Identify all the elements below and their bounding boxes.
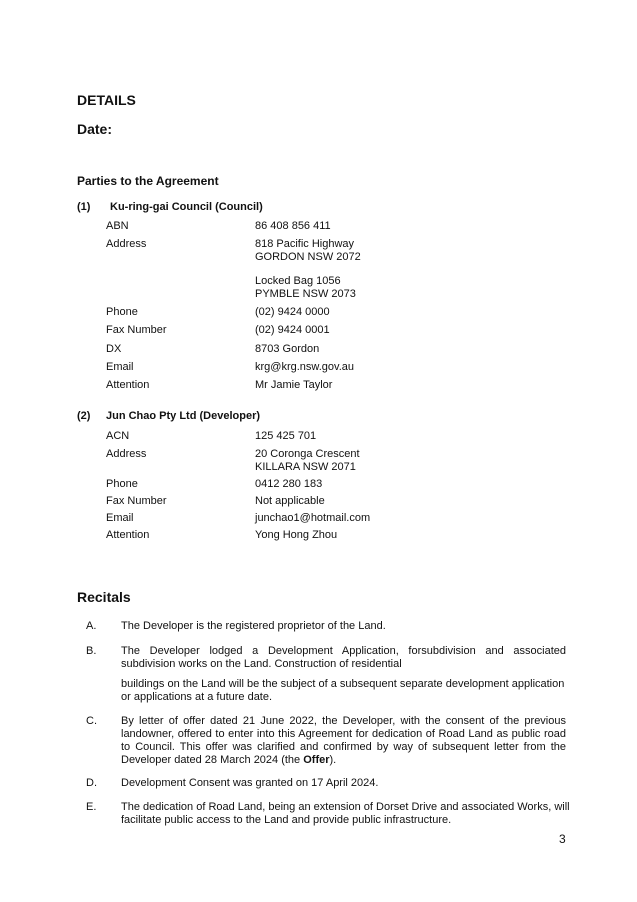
- party1-attention: Mr Jamie Taylor: [255, 379, 333, 391]
- recitals-heading: Recitals: [77, 589, 131, 605]
- party2-attention: Yong Hong Zhou: [255, 529, 338, 541]
- party1-address-label: Address: [106, 238, 147, 250]
- party1-phone-label: Phone: [106, 306, 138, 318]
- recital-c-offer-term: Offer: [303, 754, 330, 766]
- party1-email-label: Email: [106, 361, 134, 373]
- details-heading: DETAILS: [77, 92, 136, 108]
- party2-email: junchao1@hotmail.com: [255, 512, 371, 524]
- party1-address-line4: PYMBLE NSW 2073: [255, 288, 356, 300]
- recital-c-text-after: ).: [329, 754, 337, 766]
- recital-c-text-before: By letter of offer dated 21 June 2022, the Developer, with the consent of the previous landowner, offered to enter into this Agreement for dedication of Road Land as public road to Council. This offer was clarified and confirmed by way of subsequent letter from the Developer dated 28 March 2024 (the: [121, 715, 566, 766]
- recital-b-text: The Developer lodged a Development Application, forsubdivision and associated subdivision works on the Land. Construction of residential: [121, 645, 566, 670]
- recital-e-letter: E.: [86, 801, 97, 813]
- party2-email-label: Email: [106, 512, 134, 524]
- party1-attention-label: Attention: [106, 379, 150, 391]
- date-heading: Date:: [77, 121, 113, 137]
- party1-abn-label: ABN: [106, 220, 129, 232]
- party1-fax: (02) 9424 0001: [255, 324, 330, 336]
- recital-b-letter: B.: [86, 645, 97, 657]
- party2-address-line2: KILLARA NSW 2071: [255, 461, 356, 473]
- party1-phone: (02) 9424 0000: [255, 306, 330, 318]
- party2-phone: 0412 280 183: [255, 478, 323, 490]
- party2-address-label: Address: [106, 448, 147, 460]
- party2-acn-label: ACN: [106, 430, 130, 442]
- page-number: 3: [559, 832, 566, 846]
- party1-email: krg@krg.nsw.gov.au: [255, 361, 355, 373]
- party2-acn: 125 425 701: [255, 430, 317, 442]
- recital-e-text: The dedication of Road Land, being an extension of Dorset Drive and associated Works, will facilitate public access to the Land and provide public infrastructure.: [121, 801, 570, 826]
- recital-a-text: The Developer is the registered proprietor of the Land.: [121, 620, 386, 632]
- party1-address-line3: Locked Bag 1056: [255, 275, 341, 287]
- parties-heading: Parties to the Agreement: [77, 174, 219, 188]
- party2-address-line1: 20 Coronga Crescent: [255, 448, 360, 460]
- party2-fax-label: Fax Number: [106, 495, 167, 507]
- party1-abn: 86 408 856 411: [255, 220, 331, 232]
- party1-number: (1): [77, 201, 91, 213]
- party1-address-line2: GORDON NSW 2072: [255, 251, 361, 263]
- party2-attention-label: Attention: [106, 529, 150, 541]
- recital-d-text: Development Consent was granted on 17 April 2024.: [121, 777, 379, 789]
- recital-c-text: [121, 715, 566, 767]
- party1-address-line1: 818 Pacific Highway: [255, 238, 355, 250]
- party1-name: Ku-ring-gai Council (Council): [110, 201, 263, 213]
- party2-fax: Not applicable: [255, 495, 325, 507]
- party2-name: Jun Chao Pty Ltd (Developer): [106, 410, 261, 422]
- recital-b-text-continued: buildings on the Land will be the subject of a subsequent separate development application or applications at a future date.: [121, 678, 565, 703]
- party1-dx-label: DX: [106, 343, 122, 355]
- party2-phone-label: Phone: [106, 478, 138, 490]
- recital-d-letter: D.: [86, 777, 97, 789]
- party2-number: (2): [77, 410, 91, 422]
- recital-c-letter: C.: [86, 715, 97, 727]
- recital-a-letter: A.: [86, 620, 97, 632]
- party1-fax-label: Fax Number: [106, 324, 167, 336]
- party1-dx: 8703 Gordon: [255, 343, 320, 355]
